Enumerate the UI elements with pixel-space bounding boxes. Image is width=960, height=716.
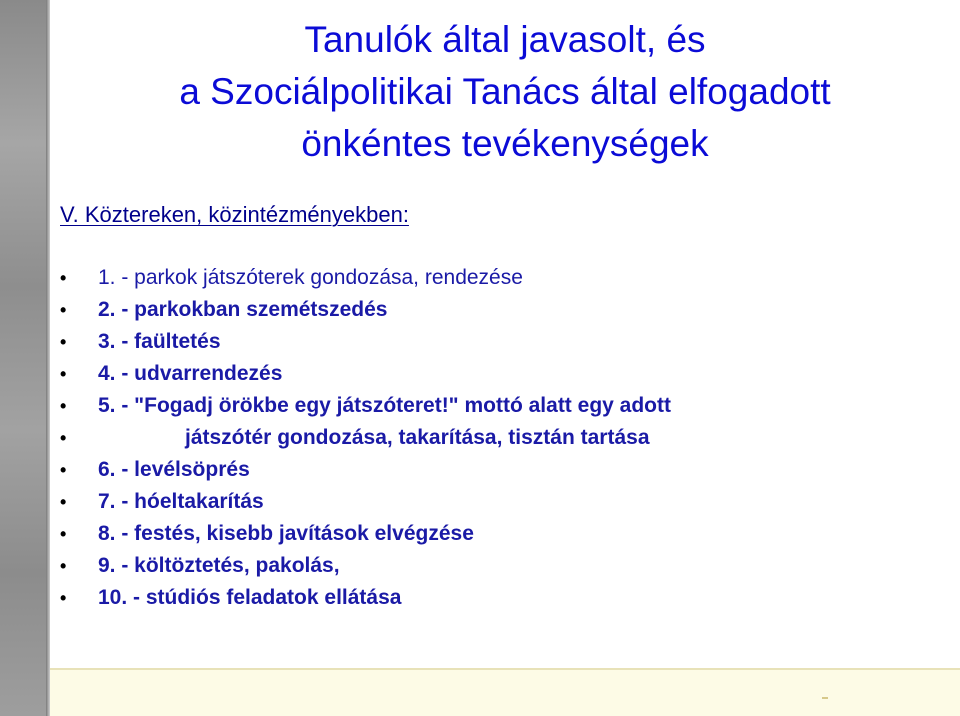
list-item (60, 294, 671, 326)
list-item-text: 7. - hóeltakarítás (98, 490, 264, 513)
list-item (60, 326, 671, 358)
list-item (60, 454, 671, 486)
title-line-1: Tanulók által javasolt, és (304, 19, 706, 60)
bottom-band (50, 668, 960, 716)
list-item (60, 422, 671, 454)
bullet-icon: • (60, 364, 67, 384)
bullet-icon: • (60, 268, 67, 288)
bullet-icon: • (60, 460, 67, 480)
bullet-icon: • (60, 556, 67, 576)
left-decorative-bar (0, 0, 50, 716)
bullet-icon: • (60, 428, 67, 448)
list-item-text: 10. - stúdiós feladatok ellátása (98, 586, 402, 609)
title-line-3: önkéntes tevékenységek (301, 123, 709, 164)
list-item (60, 262, 671, 294)
list-item-text: 5. - "Fogadj örökbe egy játszóteret!" mottó alatt egy adott (98, 394, 671, 417)
list-item (60, 550, 671, 582)
list-item-text: 9. - költöztetés, pakolás, (98, 554, 340, 577)
section-heading (60, 202, 409, 228)
bullet-icon: • (60, 492, 67, 512)
list-item (60, 486, 671, 518)
list-item-text: 1. - parkok játszóterek gondozása, rendezése (98, 266, 523, 289)
page-marker (822, 697, 828, 699)
list-item (60, 390, 671, 422)
slide-title (50, 14, 960, 170)
list-item-text: 4. - udvarrendezés (98, 362, 283, 385)
bullet-icon: • (60, 588, 67, 608)
bullet-icon: • (60, 332, 67, 352)
list-item-text: 6. - levélsöprés (98, 458, 250, 481)
title-line-2: a Szociálpolitikai Tanács által elfogadott (179, 71, 831, 112)
bottom-band-line (50, 668, 960, 670)
bullet-icon: • (60, 396, 67, 416)
list-item (60, 582, 671, 614)
bullet-icon: • (60, 300, 67, 320)
section-heading-text: V. Köztereken, közintézményekben: (60, 202, 409, 227)
list-item (60, 518, 671, 550)
list-item (60, 358, 671, 390)
bullet-icon: • (60, 524, 67, 544)
activity-list (60, 262, 671, 614)
list-item-text: 3. - faültetés (98, 330, 221, 353)
list-item-text: 8. - festés, kisebb javítások elvégzése (98, 522, 474, 545)
list-item-text: 2. - parkokban szemétszedés (98, 298, 388, 321)
list-item-text: játszótér gondozása, takarítása, tisztán tartása (185, 426, 650, 449)
